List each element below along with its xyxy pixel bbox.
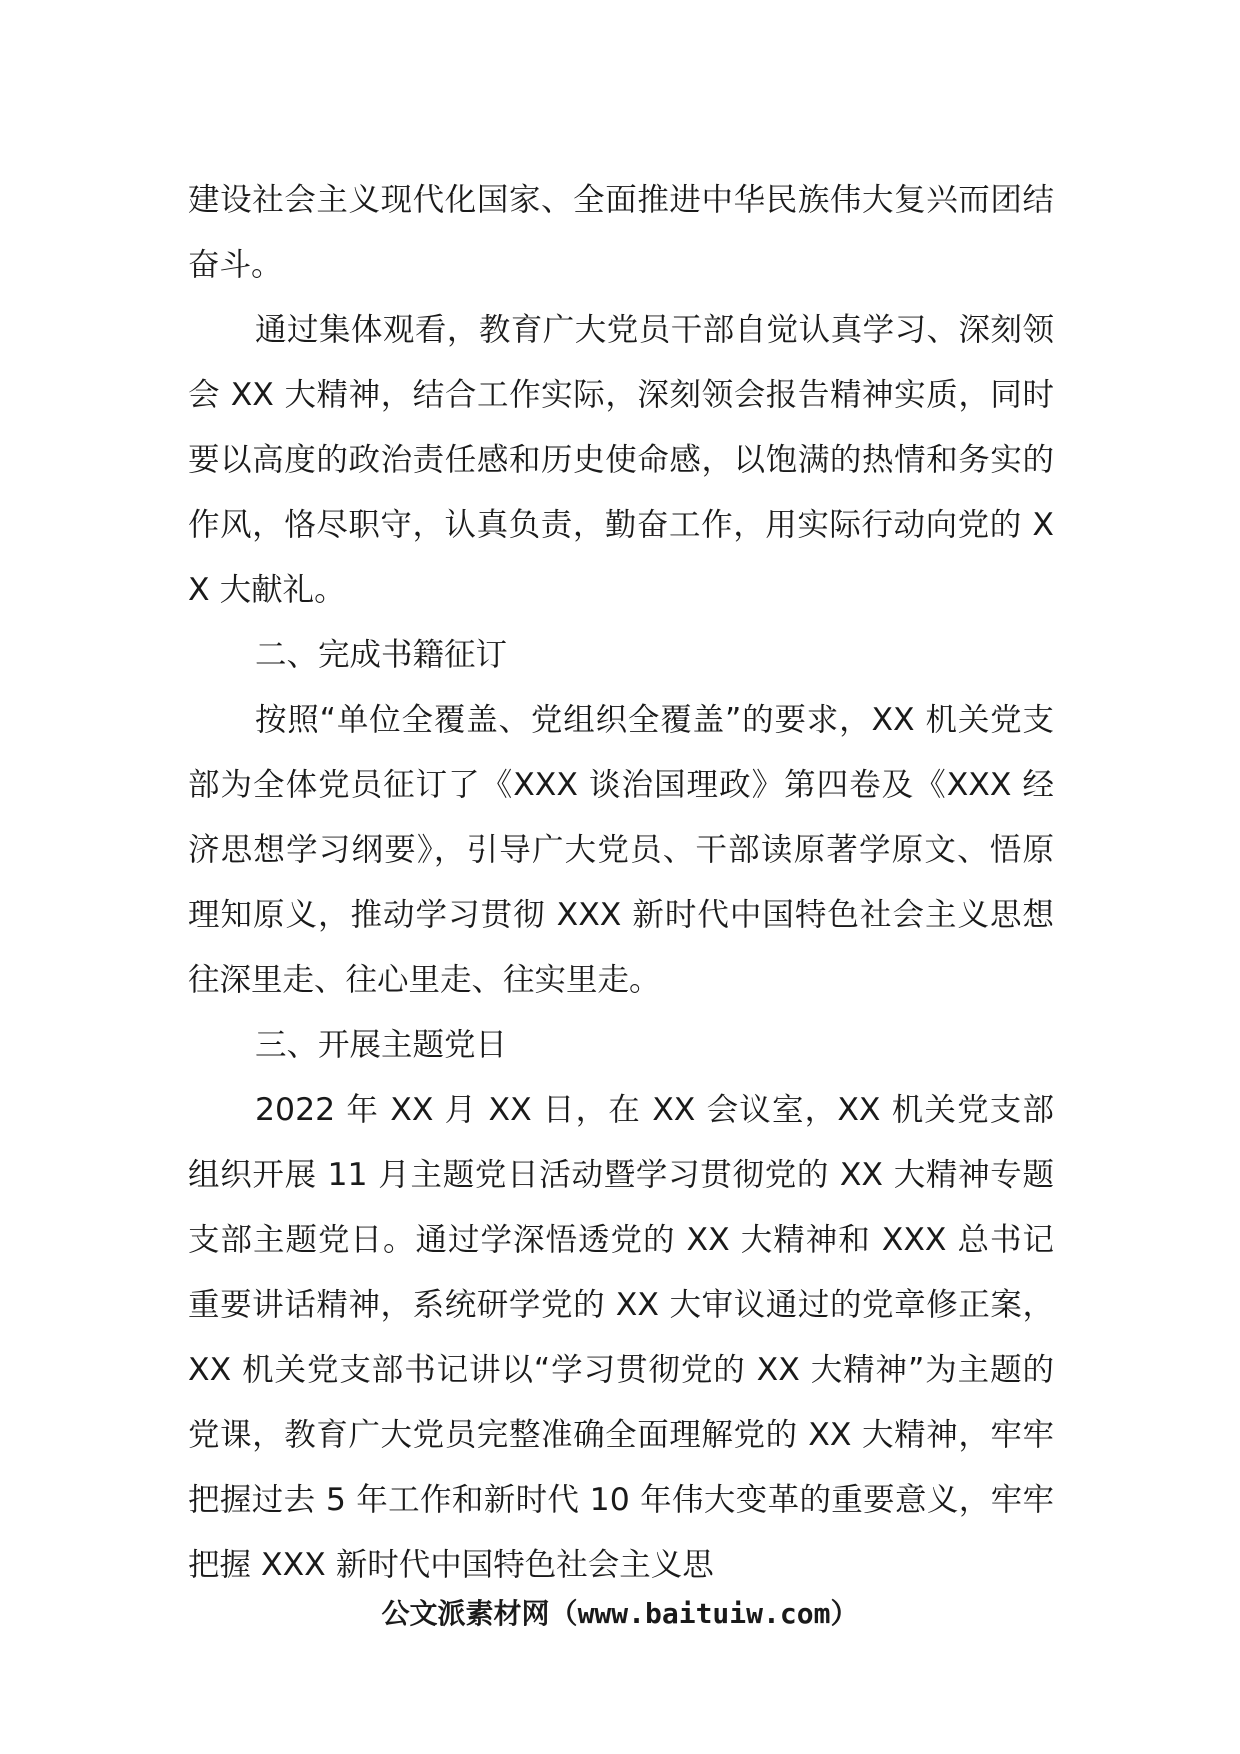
document-body [188, 168, 1054, 1598]
paragraph-collective-viewing: 通过集体观看，教育广大党员干部自觉认真学习、深刻领会 XX 大精神，结合工作实际，深刻领会报告精神实质，同时要以高度的政治责任感和历史使命感，以饱满的热情和务实的作风，恪尽职守，认真负责，勤奋工作，用实际行动向党的 XX 大献礼。 [188, 312, 1054, 608]
paragraph-book-subscription: 按照“单位全覆盖、党组织全覆盖”的要求，XX 机关党支部为全体党员征订了《XXX 谈治国理政》第四卷及《XXX 经济思想学习纲要》，引导广大党员、干部读原著学原文、悟原理知原义，推动学习贯彻 XXX 新时代中国特色社会主义思想往深里走、往心里走、往实里走。 [188, 702, 1054, 998]
section-heading-theme-party-day: 三、开展主题党日 [255, 1027, 508, 1063]
footer-site-url: www.baituiw.com [577, 1597, 831, 1630]
footer-site-name: 公文派素材网 [381, 1597, 550, 1630]
footer-close-paren: ） [830, 1597, 859, 1630]
footer-open-paren: （ [549, 1597, 578, 1630]
paragraph-continuation: 建设社会主义现代化国家、全面推进中华民族伟大复兴而团结奋斗。 [188, 182, 1054, 283]
page-footer [0, 1594, 1240, 1634]
paragraph-theme-party-day: 2022 年 XX 月 XX 日，在 XX 会议室，XX 机关党支部组织开展 11 月主题党日活动暨学习贯彻党的 XX 大精神专题支部主题党日。通过学深悟透党的 XX 大精神和 XXX 总书记重要讲话精神，系统研学党的 XX 大审议通过的党章修正案，XX 机关党支部书记讲以“学习贯彻党的 XX 大精神”为主题的党课，教育广大党员完整准确全面理解党的 XX 大精神，牢牢把握过去 5 年工作和新时代 10 年伟大变革的重要意义，牢牢把握 XXX 新时代中国特色社会主义思 [188, 1092, 1054, 1583]
section-heading-book-subscription: 二、完成书籍征订 [255, 637, 508, 673]
